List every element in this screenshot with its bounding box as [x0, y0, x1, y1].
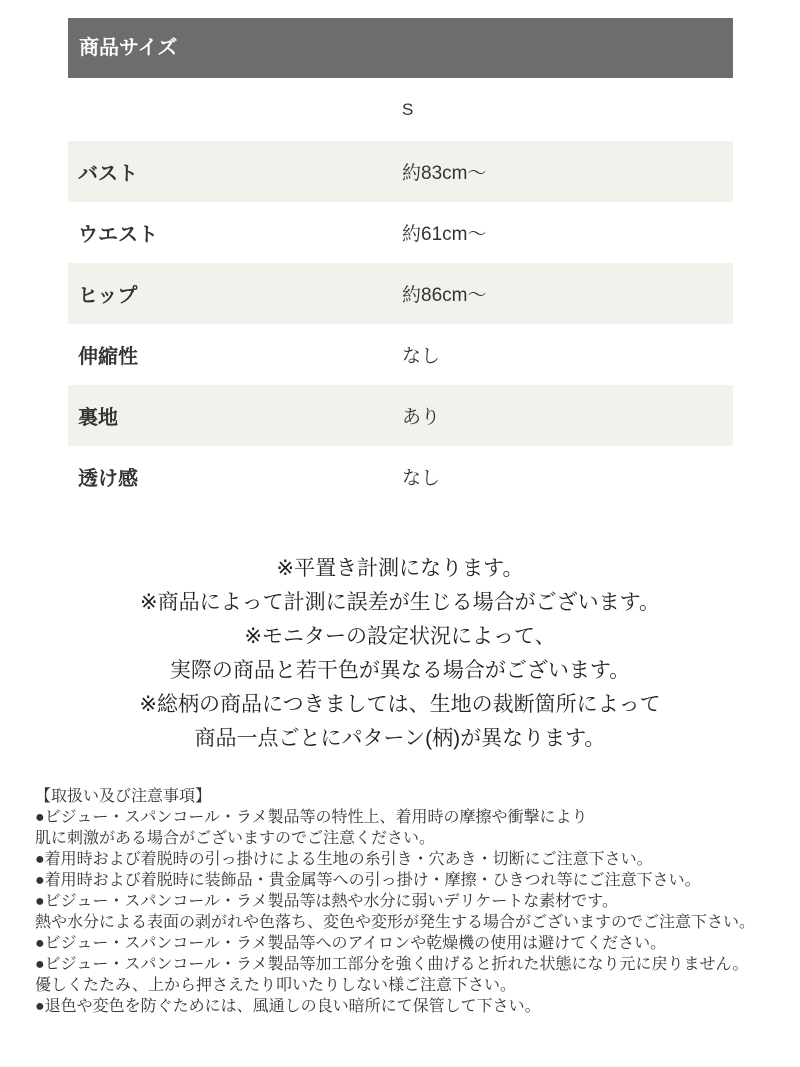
handling-line: ●着用時および着脱時に装飾品・貴金属等への引っ掛け・摩擦・ひきつれ等にご注意下さい。 — [35, 872, 701, 889]
note-line: ※平置き計測になります。 — [276, 557, 524, 580]
size-row-value: 約61cm〜 — [402, 224, 487, 245]
size-row-value: なし — [402, 346, 441, 367]
handling-line: 熱や水分による表面の剥がれや色落ち、変色や変形が発生する場合がございますのでご注意下さい。 — [35, 914, 756, 931]
size-row-label: ウエスト — [78, 224, 158, 246]
size-row-value: 約86cm〜 — [402, 285, 487, 306]
note-line: ※モニターの設定状況によって、 — [244, 625, 556, 648]
note-line: ※総柄の商品につきましては、生地の裁断箇所によって — [139, 693, 661, 716]
table-row — [68, 324, 733, 385]
table-row — [68, 446, 733, 507]
handling-line: ●ビジュー・スパンコール・ラメ製品等加工部分を強く曲げると折れた状態になり元に戻りません。 — [35, 956, 749, 973]
size-row-value: 約83cm〜 — [402, 163, 487, 184]
table-row — [68, 385, 733, 446]
note-line: ※商品によって計測に誤差が生じる場合がございます。 — [140, 591, 660, 614]
handling-line: 肌に刺激がある場合がございますのでご注意ください。 — [35, 830, 436, 847]
size-row-label: 透け感 — [78, 468, 138, 490]
size-row-label: バスト — [78, 163, 138, 185]
handling-line: ●ビジュー・スパンコール・ラメ製品等の特性上、着用時の摩擦や衝撃により — [35, 809, 588, 826]
table-row — [68, 263, 733, 324]
handling-line: 優しくたたみ、上から押さえたり叩いたりしない様ご注意下さい。 — [35, 977, 516, 994]
size-row-value: あり — [402, 407, 441, 428]
handling-line: ●着用時および着脱時の引っ掛けによる生地の糸引き・穴あき・切断にご注意下さい。 — [35, 851, 653, 868]
note-line: 実際の商品と若干色が異なる場合がございます。 — [169, 659, 631, 682]
handling-line: ●ビジュー・スパンコール・ラメ製品等は熱や水分に弱いデリケートな素材です。 — [35, 893, 618, 910]
size-column-header-row — [68, 78, 733, 141]
table-row — [68, 141, 733, 202]
table-row — [68, 202, 733, 263]
measurement-notes — [0, 552, 800, 756]
handling-line: ●ビジュー・スパンコール・ラメ製品等へのアイロンや乾燥機の使用は避けてください。 — [35, 935, 667, 952]
size-row-value: なし — [402, 468, 441, 489]
size-table-title: 商品サイズ — [68, 18, 733, 78]
note-line: 商品一点ごとにパターン(柄)が異なります。 — [194, 727, 606, 750]
handling-line: ●退色や変色を防ぐためには、風通しの良い暗所にて保管して下さい。 — [35, 998, 541, 1015]
size-row-label: 伸縮性 — [78, 346, 138, 368]
handling-heading: 【取扱い及び注意事項】 — [35, 788, 212, 805]
size-row-label: 裏地 — [78, 407, 118, 429]
size-row-label: ヒップ — [78, 285, 138, 307]
size-table — [68, 18, 733, 507]
size-column-header: S — [402, 99, 414, 119]
handling-instructions — [35, 786, 797, 1017]
